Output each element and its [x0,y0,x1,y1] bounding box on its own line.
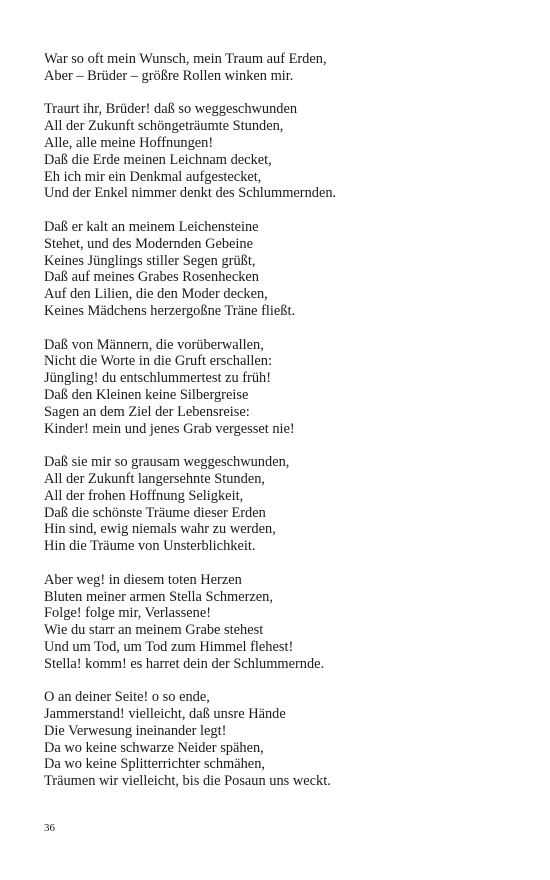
poem-line: All der Zukunft langersehnte Stunden, [44,470,266,487]
poem-line: Keines Mädchens herzergoßne Träne fließt. [44,302,296,319]
stanza-4 [44,337,514,438]
stanza-5 [44,454,514,555]
poem-line: Stella! komm! es harret dein der Schlummernde. [44,655,325,672]
poem-line: Aber – Brüder – größre Rollen winken mir. [44,67,294,84]
poem-line: Hin die Träume von Unsterblichkeit. [44,538,256,555]
poem-line: Und der Enkel nimmer denkt des Schlummernden. [44,185,337,202]
poem-line: Daß er kalt an meinem Leichensteine [44,218,259,235]
poem-line: Daß auf meines Grabes Rosenhecken [44,269,259,286]
stanza-7 [44,689,514,790]
poem-line: Daß den Kleinen keine Silbergreise [44,386,249,403]
poem-line: All der Zukunft schöngeträumte Stunden, [44,118,284,135]
poem-line: Alle, alle meine Hoffnungen! [44,134,214,151]
poem-line: Da wo keine schwarze Neider spähen, [44,739,264,756]
stanza-3 [44,219,514,320]
stanza-6 [44,572,514,673]
poem-line: O an deiner Seite! o so ende, [44,689,210,706]
stanza-1 [44,51,514,85]
poem-line: All der frohen Hoffnung Seligkeit, [44,487,244,504]
poem-line: Daß sie mir so grausam weggeschwunden, [44,454,290,471]
poem-line: Bluten meiner armen Stella Schmerzen, [44,588,273,605]
poem-line: Traurt ihr, Brüder! daß so weggeschwunden [44,101,298,118]
poem-line: Aber weg! in diesem toten Herzen [44,571,242,588]
poem-line: War so oft mein Wunsch, mein Traum auf Erden, [44,51,327,67]
poem-line: Sagen an dem Ziel der Lebensreise: [44,403,250,420]
poem-line: Nicht die Worte in die Gruft erschallen: [44,353,272,370]
poem-line: Jammerstand! vielleicht, daß unsre Hände [44,706,286,723]
poem-line: Daß die schönste Träume dieser Erden [44,504,266,521]
poem-line: Daß von Männern, die vorüberwallen, [44,336,264,353]
poem-line: Die Verwesung ineinander legt! [44,722,227,739]
poem-line: Daß die Erde meinen Leichnam decket, [44,151,272,168]
poem-line: Keines Jünglings stiller Segen grüßt, [44,252,256,269]
page-number: 36 [44,822,55,834]
stanza-2 [44,101,514,202]
poem-text [44,51,514,807]
poem-line: Stehet, und des Modernden Gebeine [44,235,254,252]
poem-line: Kinder! mein und jenes Grab vergesset nie! [44,420,295,437]
poem-line: Auf den Lilien, die den Moder decken, [44,286,268,303]
poem-line: Jüngling! du entschlummertest zu früh! [44,370,272,387]
poem-line: Folge! folge mir, Verlassene! [44,605,212,622]
poem-line: Und um Tod, um Tod zum Himmel flehest! [44,638,294,655]
poem-line: Da wo keine Splitterrichter schmähen, [44,756,265,773]
poem-line: Träumen wir vielleicht, bis die Posaun uns weckt. [44,773,331,790]
poem-line: Eh ich mir ein Denkmal aufgestecket, [44,168,262,185]
poem-line: Hin sind, ewig niemals wahr zu werden, [44,521,276,538]
poem-line: Wie du starr an meinem Grabe stehest [44,622,264,639]
